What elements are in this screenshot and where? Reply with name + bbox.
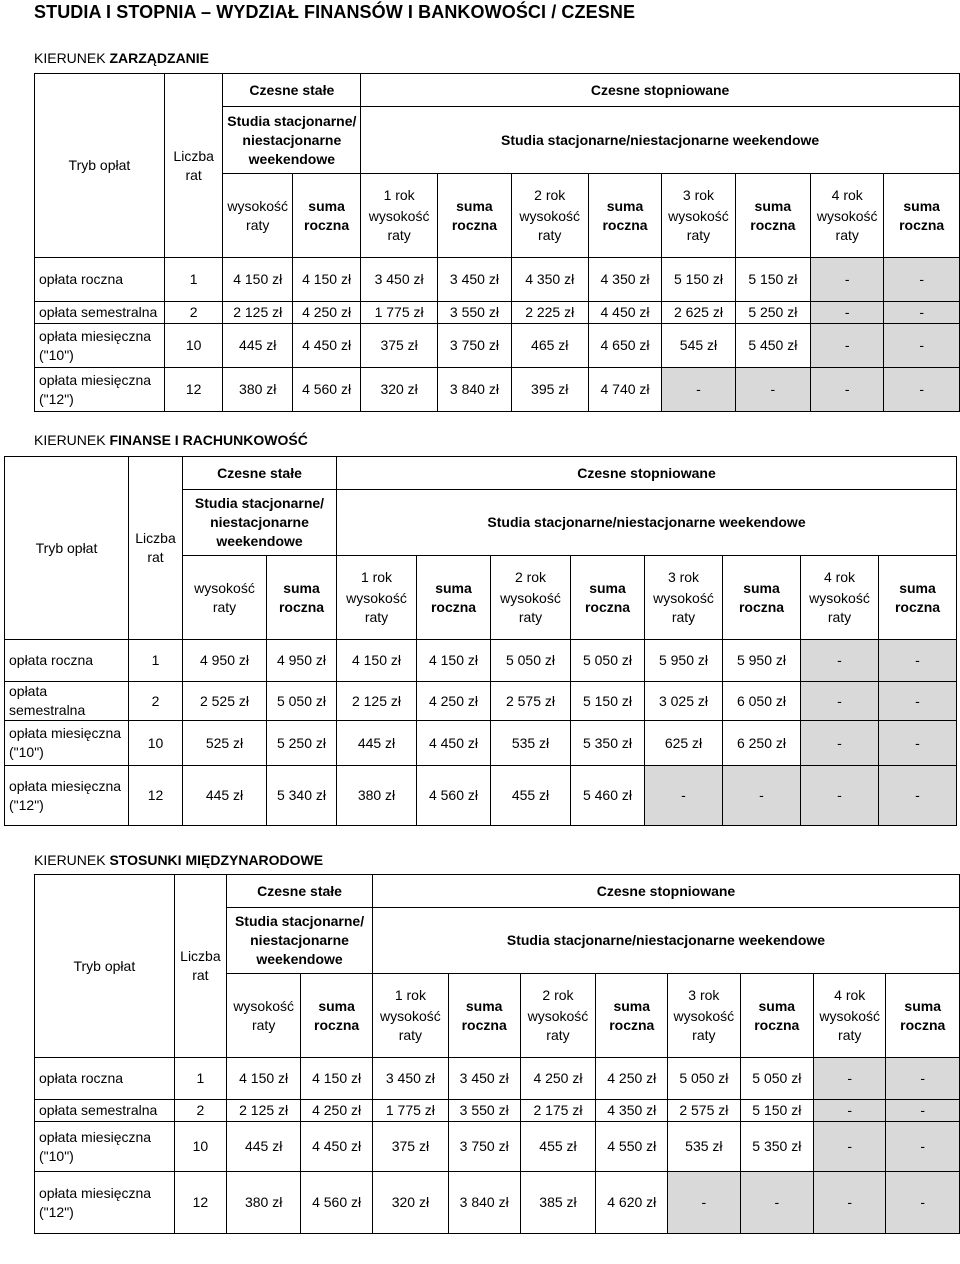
col-header-suma-roczna: suma roczna [448, 974, 520, 1058]
year-label: 3 rok [688, 987, 720, 1003]
col-header-suma-roczna: suma roczna [571, 556, 645, 640]
table-cell: 4 350 zł [588, 258, 662, 302]
row-label: opłata miesięczna ("12") [35, 368, 165, 412]
header-stopniowane-sub: Studia stacjonarne/niestacjonarne weekendowe [361, 107, 960, 174]
header-stopniowane-sub: Studia stacjonarne/niestacjonarne weekendowe [372, 908, 959, 974]
table-cell: - [668, 1172, 740, 1234]
table-cell: 5 340 zł [267, 766, 337, 826]
table-cell: 4 250 zł [301, 1100, 373, 1122]
year-label: 2 rok [534, 187, 566, 203]
header-row [5, 457, 957, 490]
table-cell: 4 250 zł [292, 302, 360, 324]
header-czesne-stale: Czesne stałe [227, 875, 373, 908]
table-cell: 5 460 zł [571, 766, 645, 826]
col-header-suma-roczna: suma roczna [292, 174, 360, 258]
table-row [35, 324, 960, 368]
table-cell: 5 150 zł [571, 682, 645, 721]
table-cell: 455 zł [520, 1122, 596, 1172]
table-cell: 5 350 zł [740, 1122, 813, 1172]
col-header-rok1 [361, 174, 438, 258]
table-cell: 4 560 zł [292, 368, 360, 412]
table-cell: 4 650 zł [588, 324, 662, 368]
table-cell: 535 zł [668, 1122, 740, 1172]
table-cell: 6 250 zł [723, 721, 801, 766]
table-cell: - [884, 258, 960, 302]
table-cell: - [879, 640, 957, 682]
table-cell: 320 zł [361, 368, 438, 412]
table-cell: 4 350 zł [511, 258, 588, 302]
table-cell: - [801, 766, 879, 826]
col-header-wysokosc-raty: wysokość raty [653, 590, 714, 625]
table-cell: 3 750 zł [448, 1122, 520, 1172]
table-cell: 5 950 zł [723, 640, 801, 682]
col-header-wysokosc-raty: wysokość raty [223, 174, 292, 258]
col-header-tryb: Tryb opłat [35, 74, 165, 258]
table-cell: - [811, 302, 884, 324]
table-cell: - [814, 1172, 886, 1234]
table-cell: 4 250 zł [596, 1058, 668, 1100]
year-label: 1 rok [394, 987, 426, 1003]
table-cell: - [811, 258, 884, 302]
col-header-rok4 [814, 974, 886, 1058]
year-label: 4 rok [834, 987, 866, 1003]
table-cell: - [884, 302, 960, 324]
table-cell: 535 zł [491, 721, 571, 766]
year-label: 3 rok [667, 569, 700, 585]
table-cell: - [879, 766, 957, 826]
section-label-stosunki: KIERUNEK STOSUNKI MIĘDZYNARODOWE [34, 852, 324, 868]
table-cell: 2 125 zł [337, 682, 417, 721]
col-header-rok2 [491, 556, 571, 640]
table-cell: 380 zł [223, 368, 292, 412]
fee-table [4, 456, 957, 826]
row-label: opłata roczna [35, 1058, 175, 1100]
col-header-rok2 [511, 174, 588, 258]
row-liczba-rat: 2 [129, 682, 183, 721]
table-cell: 385 zł [520, 1172, 596, 1234]
table-cell: 3 450 zł [438, 258, 512, 302]
row-label: opłata miesięczna ("10") [35, 324, 165, 368]
row-label: opłata semestralna [35, 302, 165, 324]
header-czesne-stale: Czesne stałe [183, 457, 337, 490]
section-label-zarzadzanie: KIERUNEK ZARZĄDZANIE [34, 50, 210, 66]
table-cell: 4 150 zł [292, 258, 360, 302]
row-liczba-rat: 10 [164, 324, 223, 368]
table-cell: 2 575 zł [668, 1100, 740, 1122]
table-cell: 5 350 zł [571, 721, 645, 766]
table-cell: 5 150 zł [735, 258, 811, 302]
table-cell: 5 050 zł [571, 640, 645, 682]
table-cell: 4 150 zł [417, 640, 491, 682]
col-header-suma-roczna: suma roczna [723, 556, 801, 640]
row-liczba-rat: 2 [164, 302, 223, 324]
row-liczba-rat: 2 [174, 1100, 226, 1122]
table-cell: - [884, 324, 960, 368]
col-header-rok1 [337, 556, 417, 640]
col-header-rok3 [645, 556, 723, 640]
table-cell: 4 950 zł [267, 640, 337, 682]
header-stale-sub: Studia stacjonarne/ niestacjonarne weekendowe [223, 107, 361, 174]
table-cell: 2 125 zł [227, 1100, 301, 1122]
table-cell: 4 450 zł [301, 1122, 373, 1172]
row-liczba-rat: 1 [174, 1058, 226, 1100]
table-cell: 2 125 zł [223, 302, 292, 324]
table-cell: - [735, 368, 811, 412]
table-cell: 5 250 zł [735, 302, 811, 324]
table-cell: 5 050 zł [267, 682, 337, 721]
table-cell: 4 560 zł [301, 1172, 373, 1234]
table-cell: 4 250 zł [520, 1058, 596, 1100]
col-header-tryb: Tryb opłat [35, 875, 175, 1058]
row-label: opłata miesięczna ("12") [35, 1172, 175, 1234]
table-cell: 3 025 zł [645, 682, 723, 721]
table-cell: 5 450 zł [735, 324, 811, 368]
row-liczba-rat: 10 [129, 721, 183, 766]
row-label: opłata roczna [5, 640, 129, 682]
header-czesne-stopniowane: Czesne stopniowane [372, 875, 959, 908]
row-liczba-rat: 12 [174, 1172, 226, 1234]
table-cell: - [811, 324, 884, 368]
table-cell: 4 250 zł [417, 682, 491, 721]
row-label: opłata miesięczna ("12") [5, 766, 129, 826]
table-cell: 2 575 zł [491, 682, 571, 721]
table-cell: 4 350 zł [596, 1100, 668, 1122]
table-cell: - [662, 368, 735, 412]
table-cell: 3 450 zł [361, 258, 438, 302]
table-row [35, 258, 960, 302]
table-cell: - [740, 1172, 813, 1234]
table-row [5, 721, 957, 766]
col-header-rok4 [801, 556, 879, 640]
col-header-wysokosc-raty: wysokość raty [380, 1008, 441, 1043]
col-header-wysokosc-raty: wysokość raty [668, 208, 729, 243]
table-cell: 3 840 zł [448, 1172, 520, 1234]
col-header-wysokosc-raty: wysokość raty [368, 208, 430, 243]
year-label: 3 rok [682, 187, 715, 203]
row-label: opłata miesięczna ("10") [35, 1122, 175, 1172]
col-header-wysokosc-raty: wysokość raty [500, 590, 561, 625]
header-czesne-stopniowane: Czesne stopniowane [361, 74, 960, 107]
table-cell: 3 450 zł [372, 1058, 448, 1100]
table-cell: - [879, 682, 957, 721]
col-header-liczba-rat: Liczba rat [164, 74, 223, 258]
col-header-rok2 [520, 974, 596, 1058]
table-cell: - [801, 682, 879, 721]
col-header-wysokosc-raty: wysokość raty [519, 208, 581, 243]
col-header-suma-roczna: suma roczna [417, 556, 491, 640]
table-cell: 4 550 zł [596, 1122, 668, 1172]
table-cell: 465 zł [511, 324, 588, 368]
table-cell: - [814, 1122, 886, 1172]
fee-table-finanse [0, 456, 960, 826]
table-cell: 445 zł [223, 324, 292, 368]
table-cell: 4 150 zł [223, 258, 292, 302]
col-header-wysokosc-raty: wysokość raty [183, 556, 267, 640]
table-cell: - [886, 1122, 960, 1172]
col-header-wysokosc-raty: wysokość raty [816, 208, 878, 243]
table-cell: 6 050 zł [723, 682, 801, 721]
table-cell: 4 150 zł [227, 1058, 301, 1100]
header-row [35, 74, 960, 107]
header-czesne-stale: Czesne stałe [223, 74, 361, 107]
row-liczba-rat: 1 [129, 640, 183, 682]
fee-table [34, 874, 960, 1234]
table-cell: 3 450 zł [448, 1058, 520, 1100]
table-cell: 625 zł [645, 721, 723, 766]
table-cell: 4 450 zł [417, 721, 491, 766]
table-cell: - [801, 640, 879, 682]
table-cell: 2 225 zł [511, 302, 588, 324]
year-label: 2 rok [514, 569, 547, 585]
row-label: opłata miesięczna ("10") [5, 721, 129, 766]
row-liczba-rat: 12 [164, 368, 223, 412]
header-czesne-stopniowane: Czesne stopniowane [337, 457, 957, 490]
table-cell: 380 zł [337, 766, 417, 826]
table-cell: 3 840 zł [438, 368, 512, 412]
table-cell: 445 zł [337, 721, 417, 766]
col-header-wysokosc-raty: wysokość raty [673, 1008, 735, 1043]
table-cell: 375 zł [372, 1122, 448, 1172]
table-cell: 5 150 zł [740, 1100, 813, 1122]
col-header-rok3 [662, 174, 735, 258]
header-row [35, 875, 960, 908]
table-cell: 4 620 zł [596, 1172, 668, 1234]
table-cell: 4 150 zł [301, 1058, 373, 1100]
header-stale-sub: Studia stacjonarne/ niestacjonarne weekendowe [227, 908, 373, 974]
year-label: 2 rok [542, 987, 574, 1003]
table-cell: 5 050 zł [668, 1058, 740, 1100]
table-cell: 5 950 zł [645, 640, 723, 682]
year-label: 4 rok [831, 187, 863, 203]
table-cell: 2 175 zł [520, 1100, 596, 1122]
col-header-rok1 [372, 974, 448, 1058]
table-cell: 3 550 zł [438, 302, 512, 324]
col-header-rok4 [811, 174, 884, 258]
col-header-suma-roczna: suma roczna [884, 174, 960, 258]
table-cell: 4 450 zł [292, 324, 360, 368]
col-header-wysokosc-raty: wysokość raty [527, 1008, 589, 1043]
table-cell: 445 zł [227, 1122, 301, 1172]
table-cell: 1 775 zł [372, 1100, 448, 1122]
col-header-suma-roczna: suma roczna [879, 556, 957, 640]
header-stale-sub: Studia stacjonarne/ niestacjonarne weekendowe [183, 490, 337, 556]
table-cell: 545 zł [662, 324, 735, 368]
table-row [35, 302, 960, 324]
row-liczba-rat: 1 [164, 258, 223, 302]
col-header-suma-roczna: suma roczna [886, 974, 960, 1058]
table-cell: 4 950 zł [183, 640, 267, 682]
section-label-finanse: KIERUNEK FINANSE I RACHUNKOWOŚĆ [34, 432, 308, 448]
year-label: 1 rok [360, 569, 393, 585]
row-liczba-rat: 12 [129, 766, 183, 826]
table-row [35, 1122, 960, 1172]
table-row [5, 682, 957, 721]
col-header-tryb: Tryb opłat [5, 457, 129, 640]
col-header-rok3 [668, 974, 740, 1058]
table-cell: 1 775 zł [361, 302, 438, 324]
row-liczba-rat: 10 [174, 1122, 226, 1172]
table-cell: - [886, 1100, 960, 1122]
table-row [35, 1100, 960, 1122]
table-cell: - [814, 1100, 886, 1122]
table-cell: 455 zł [491, 766, 571, 826]
table-cell: 525 zł [183, 721, 267, 766]
col-header-suma-roczna: suma roczna [740, 974, 813, 1058]
header-stopniowane-sub: Studia stacjonarne/niestacjonarne weekendowe [337, 490, 957, 556]
page-title: STUDIA I STOPNIA – WYDZIAŁ FINANSÓW I BANKOWOŚCI / CZESNE [34, 2, 636, 22]
row-label: opłata semestralna [35, 1100, 175, 1122]
fee-table [34, 73, 960, 412]
table-cell: - [814, 1058, 886, 1100]
col-header-suma-roczna: suma roczna [735, 174, 811, 258]
col-header-wysokosc-raty: wysokość raty [346, 590, 407, 625]
table-cell: 4 150 zł [337, 640, 417, 682]
year-label: 4 rok [823, 569, 856, 585]
table-cell: - [801, 721, 879, 766]
table-cell: 5 250 zł [267, 721, 337, 766]
col-header-liczba-rat: Liczba rat [174, 875, 226, 1058]
col-header-liczba-rat: Liczba rat [129, 457, 183, 640]
table-cell: 4 560 zł [417, 766, 491, 826]
col-header-suma-roczna: suma roczna [438, 174, 512, 258]
table-cell: 2 525 zł [183, 682, 267, 721]
year-label: 1 rok [383, 187, 415, 203]
table-cell: - [886, 1058, 960, 1100]
row-label: opłata roczna [35, 258, 165, 302]
table-cell: 375 zł [361, 324, 438, 368]
table-row [5, 766, 957, 826]
table-cell: 395 zł [511, 368, 588, 412]
table-cell: 5 050 zł [740, 1058, 813, 1100]
table-cell: 5 150 zł [662, 258, 735, 302]
table-cell: 5 050 zł [491, 640, 571, 682]
table-cell: - [645, 766, 723, 826]
table-cell: - [884, 368, 960, 412]
table-cell: 4 740 zł [588, 368, 662, 412]
table-cell: - [723, 766, 801, 826]
table-cell: 2 625 zł [662, 302, 735, 324]
table-cell: 4 450 zł [588, 302, 662, 324]
col-header-suma-roczna: suma roczna [596, 974, 668, 1058]
table-cell: 445 zł [183, 766, 267, 826]
fee-table-stosunki [0, 874, 960, 1234]
col-header-suma-roczna: suma roczna [588, 174, 662, 258]
table-cell: 3 550 zł [448, 1100, 520, 1122]
row-label: opłata semestralna [5, 682, 129, 721]
table-row [5, 640, 957, 682]
table-cell: 380 zł [227, 1172, 301, 1234]
col-header-suma-roczna: suma roczna [267, 556, 337, 640]
col-header-wysokosc-raty: wysokość raty [819, 1008, 881, 1043]
table-cell: - [811, 368, 884, 412]
col-header-wysokosc-raty: wysokość raty [809, 590, 870, 625]
table-row [35, 1172, 960, 1234]
table-cell: - [886, 1172, 960, 1234]
table-row [35, 1058, 960, 1100]
table-cell: 3 750 zł [438, 324, 512, 368]
col-header-suma-roczna: suma roczna [301, 974, 373, 1058]
fee-table-zarzadzanie [0, 73, 960, 412]
table-cell: - [879, 721, 957, 766]
col-header-wysokosc-raty: wysokość raty [227, 974, 301, 1058]
table-cell: 320 zł [372, 1172, 448, 1234]
table-row [35, 368, 960, 412]
